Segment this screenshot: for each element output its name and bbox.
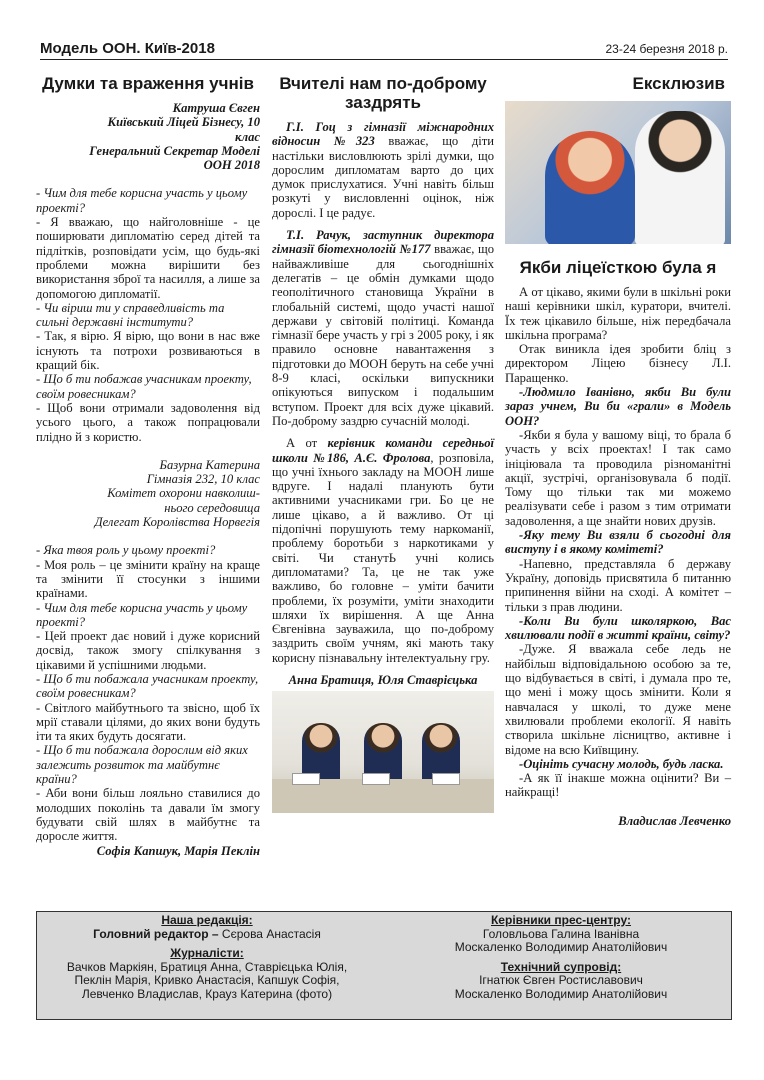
answer: - Так, я вірю. Я вірю, що вони в нас вже існують та потрохи розвиваються в кращий бік. xyxy=(36,329,260,373)
tech-line: Москаленко Володимир Анатолійович xyxy=(454,986,668,1001)
paragraph xyxy=(272,228,494,428)
redaction-title: Наша редакція: xyxy=(161,913,253,927)
page-header xyxy=(40,38,728,60)
intro-paragraph: Отак виникла ідея зробити бліц з директором Ліцею бізнесу Л.І. Паращенко. xyxy=(505,342,731,385)
signature: Анна Братиця, Юля Ставрієцька xyxy=(288,672,478,687)
answer: -А як її інакше можна оцінити? Ви – найкращі! xyxy=(505,771,731,800)
journalists-line: Пеклін Марія, Кривко Анастасія, Капшук Софія, xyxy=(74,973,340,987)
answer: - Щоб вони отримали задоволення від усього цього, а також попрацювали плідно й з користю. xyxy=(36,400,260,444)
answer: -Якби я була у вашому віці, то брала б участь у всіх проектах! І так само ініціювала та проводила різноманітні акції, зустрічі, організовувала б події. Тому що тільки так ми можемо реалізувати себе і разом з тим отримати задоволення, а ще знайти нових друзів. xyxy=(505,427,731,528)
press-line: Головльова Галина Іванівна xyxy=(482,926,640,941)
author-line: ООН 2018 xyxy=(203,158,260,173)
author-line: Гімназія 232, 10 клас xyxy=(146,472,260,487)
text: вважає, що діти настільки висловлюють зрілі думки, що дорослим дипломатам варто до цих думок прислухатися. Учні навіть більш розкуті у висловленні оцінок, ніж дорослі. І це радує. xyxy=(272,134,494,220)
editorial-team xyxy=(37,914,377,1001)
question: -Яку тему Ви взяли б сьогодні для виступу і в якому комітеті? xyxy=(505,528,731,557)
question: - Чи віриш ти у справедливість та сильні державні інститути? xyxy=(36,300,225,330)
lead: керівник команди середньої школи №186, А.Є. Фролова xyxy=(272,436,494,465)
intro-paragraph: А от цікаво, якими були в шкільні роки наші керівники шкіл, куратори, вчителі. Їх теж цікавило більше, ніж передбачала шкільна програма? xyxy=(505,285,731,342)
press-center xyxy=(389,914,733,1001)
editorial-footer xyxy=(36,911,732,1020)
column-title: Ексклюзив xyxy=(632,74,725,93)
author-block-1 xyxy=(36,101,260,172)
column-title: Вчителі нам по-доброму заздрять xyxy=(279,74,487,112)
name-plate xyxy=(432,773,460,785)
editor-name: Сєрова Анастасія xyxy=(218,926,321,941)
journalists-title: Журналісти: xyxy=(170,946,244,960)
lead: Г.І. Гоц з гімназії міжнародних відносин №323 xyxy=(272,120,494,149)
question: - Яка твоя роль у цьому проекті? xyxy=(36,543,216,558)
name-plate xyxy=(362,773,390,785)
question: - Чим для тебе корисна участь у цьому проекті? xyxy=(36,186,248,215)
author-line: Генеральний Секретар Моделі xyxy=(89,143,260,158)
blitz-interview xyxy=(505,385,731,800)
author-line: клас xyxy=(235,129,260,144)
answer: - Цей проект дає новий і дуже корисний досвід, також змогу спілкування з цікавими й успішними людьми. xyxy=(36,629,260,672)
article-subtitle: Якби ліцеїсткою була я xyxy=(519,258,717,277)
text: , розповіла, що учні їхнього закладу на МООН лише вдруге. І надалі планують бути активними учасниками гри. Бо це не лише цікаво, а й важливо. От ці підопічні порушують тему наркоманії, проблему боротьби з наркотиками у світі. Чи станутЬ учні колись дипломатами? Та, це не так уже важливо, бо головне – уміти бачити проблеми, їх розуміти, уміти знаходити шляхи їх вирішення. А ще Анна Євгенівна зауважила, що по-доброму заздрить своїм учням, які мають таку корисну пізнавальну інтелектуальну гру. xyxy=(272,450,494,665)
author-line: Базурна Катерина xyxy=(159,457,260,472)
tech-line: Ігнатюк Євген Ростиславович xyxy=(479,973,643,987)
text: вважає, що найважливіше для сьогоднішніх делегатів – це обмін думками щодо геополітичного становища України в глобальній системі, щодо участі нашої держави у світовій політиці. Команда гімназії бере участь у грі з 2005 року, і як правило основне навантаження з підготовки до МООН беруть на себе учні 8-9 класі, оскільки випускники опікуються випуском і подальшим вступом. Проект для всіх дуже цікавий. По-доброму заздрю сучасній молоді. xyxy=(272,242,495,428)
interview-1 xyxy=(36,186,260,443)
column-title: Думки та враження учнів xyxy=(42,74,254,93)
text: А от xyxy=(286,436,328,451)
author-line: Комітет охорони навколиш- xyxy=(107,486,260,501)
author-line: нього середовища xyxy=(164,500,260,515)
journalists-line: Левченко Владислав, Крауз Катерина (фото) xyxy=(81,986,333,1001)
column-teachers xyxy=(272,74,494,813)
press-title: Керівники прес-центру: xyxy=(490,913,631,927)
journalists-line: Вачков Маркіян, Братиця Анна, Ставрієцька Юлія, xyxy=(66,959,348,974)
author-line: Катруша Євген xyxy=(172,101,260,115)
interview-photo xyxy=(505,101,731,244)
question: - Що б ти побажала учасникам проекту, своїм ровесникам? xyxy=(36,671,259,701)
question: -Коли Ви були школяркою, Вас хвилювали події в житті країни, світу? xyxy=(505,613,731,643)
author-line: Делегат Королівства Норвегія xyxy=(94,515,260,530)
question: - Чим для тебе корисна участь у цьому проекті? xyxy=(36,600,248,629)
interview-2 xyxy=(36,543,260,843)
question: - Що б ти побажала дорослим від яких залежить розвиток та майбутнє країни? xyxy=(36,743,248,787)
signature: Софія Капшук, Марія Пеклін xyxy=(96,843,260,858)
author-block-2 xyxy=(36,458,260,529)
question: - Що б ти побажав учасникам проекту, своїм ровесникам? xyxy=(36,372,252,401)
answer: - Аби вони більш лояльно ставилися до молодших поколінь та давали їм змогу будувати свій шлях в майбутнє та доросле життя. xyxy=(36,786,260,844)
press-line: Москаленко Володимир Анатолійович xyxy=(454,940,668,954)
column-student-opinions xyxy=(36,74,260,858)
question: -Людмило Іванівно, якби Ви були зараз учнем, Ви би «грали» в Модель ООН? xyxy=(505,385,731,428)
answer: - Я вважаю, що найголовніше - це поширювати дипломатію серед дітей та підлітків, розповідати усім, що будь-які проблеми можна вирішити без використання зброї та насилля, а лише за допомогою дипломатії. xyxy=(36,215,260,301)
answer: -Дуже. Я вважала себе ледь не найбільш відповідальною особою за те, що відбувається в світі, і думала про те, що мені і можу щось змінити. Коли я навчалася у школі, то дуже мене хвилювали проблеми екології. Я навіть створила шкільне лісництво, активне і відоме на всю Київщину. xyxy=(505,642,731,757)
tech-title: Технічний супровід: xyxy=(500,959,622,974)
answer: -Напевно, представляла б державу Україну, доповідь присвятила б питанню припинення війни на сході. А комітет – тільки з прав людини. xyxy=(505,556,731,614)
column-exclusive xyxy=(505,74,731,828)
header-date: 23-24 березня 2018 р. xyxy=(605,42,728,56)
student-figure xyxy=(635,111,725,244)
header-title: Модель ООН. Київ-2018 xyxy=(40,40,215,57)
answer: - Світлого майбутнього та звісно, щоб їх мрії ставали цілями, до яких вони будуть іти та яких будуть досягати. xyxy=(36,700,260,744)
woman-figure xyxy=(545,131,635,244)
signature: Владислав Левченко xyxy=(618,813,731,828)
paragraph xyxy=(272,120,494,220)
lead: Т.І. Рачук, заступник директора гімназії біотехнологій №177 xyxy=(272,228,494,257)
editor-label: Головний редактор – xyxy=(93,926,219,941)
answer: - Моя роль – це змінити країну на краще та змінити її стосунки з іншими країнами. xyxy=(36,557,260,601)
classroom-photo xyxy=(272,691,494,813)
author-line: Київський Ліцей Бізнесу, 10 xyxy=(107,115,260,130)
name-plate xyxy=(292,773,320,785)
editor-line xyxy=(37,928,377,942)
question: -Оцініть сучасну молодь, будь ласка. xyxy=(519,756,724,771)
paragraph xyxy=(272,436,494,665)
